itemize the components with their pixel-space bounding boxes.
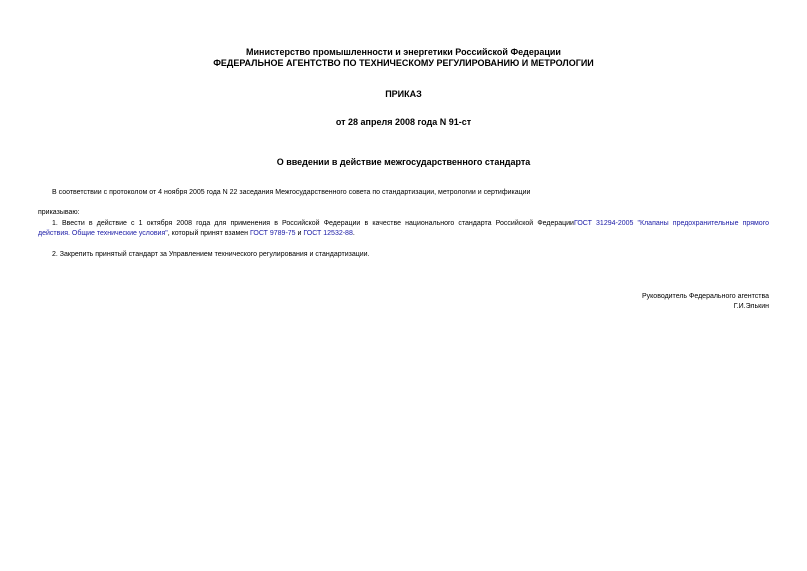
- item-1-text-start: 1. Ввести в действие с 1 октября 2008 года для применения в Российской Федерации в качестве национального стандарта Российской Федерации: [52, 220, 574, 227]
- gost-12532-link[interactable]: ГОСТ 12532-88: [303, 230, 353, 237]
- signatory-name: Г.И.Элькин: [733, 303, 769, 310]
- item-1-paragraph: [38, 219, 769, 239]
- signatory-title: Руководитель Федерального агентства: [641, 293, 769, 300]
- standard-link-part-1[interactable]: ГОСТ 31294-2005 "Клапаны предохранительные прямого: [573, 220, 769, 227]
- item-1-line-1: [38, 219, 769, 229]
- ministry-heading: Министерство промышленности и энергетики Российской Федерации: [246, 47, 561, 57]
- preamble-paragraph: В соответствии с протоколом от 4 ноября 2005 года N 22 заседания Межгосударственного совета по стандартизации, метрологии и сертификации: [52, 189, 531, 196]
- standard-link-part-2[interactable]: действия. Общие технические условия": [38, 230, 168, 237]
- document-type-heading: ПРИКАЗ: [385, 89, 422, 99]
- date-number-heading: от 28 апреля 2008 года N 91-ст: [335, 117, 472, 127]
- item-2-paragraph: 2. Закрепить принятый стандарт за Управлением технического регулирования и стандартизации.: [52, 251, 370, 258]
- item-1-text-and: и: [295, 230, 304, 237]
- item-1-text-end: .: [352, 230, 355, 237]
- agency-heading: ФЕДЕРАЛЬНОЕ АГЕНТСТВО ПО ТЕХНИЧЕСКОМУ РЕГУЛИРОВАНИЮ И МЕТРОЛОГИИ: [213, 58, 594, 68]
- item-1-text-middle: , который принят взамен: [167, 230, 250, 237]
- subject-heading: О введении в действие межгосударственного стандарта: [276, 157, 531, 167]
- order-word: приказываю:: [38, 209, 80, 216]
- gost-9789-link[interactable]: ГОСТ 9789-75: [249, 230, 296, 237]
